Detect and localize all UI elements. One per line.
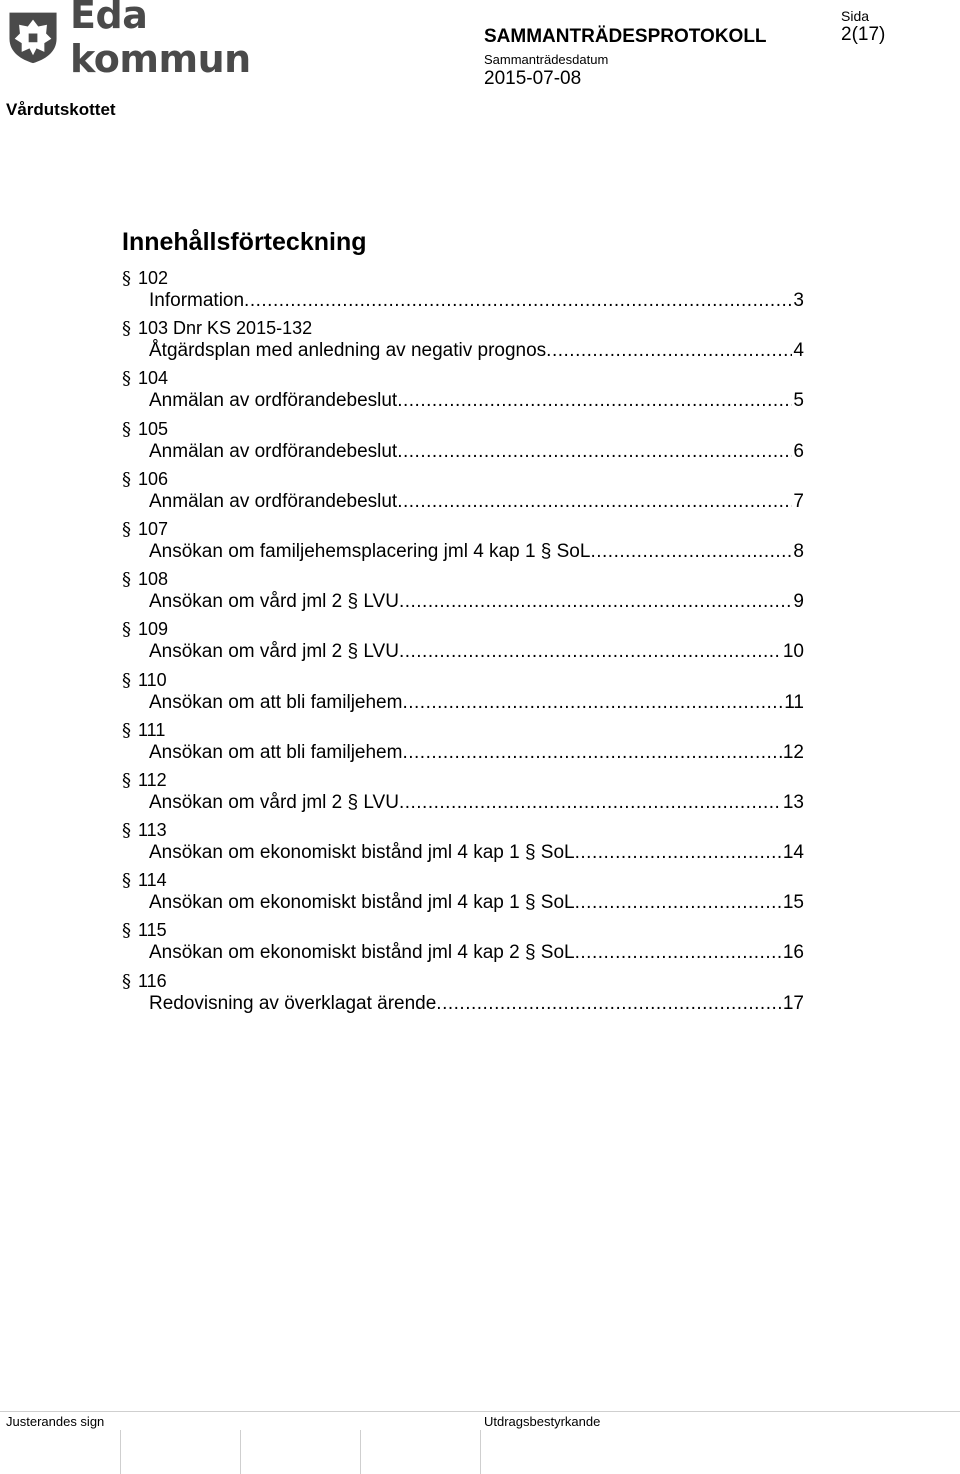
- toc-entry-number-text: 108: [138, 569, 169, 590]
- toc-dot-leader: [397, 388, 792, 414]
- toc-entry-line: [149, 589, 804, 615]
- section-sign-icon: §: [122, 318, 131, 340]
- toc-entry[interactable]: [122, 517, 804, 567]
- toc-entry-line: [149, 890, 804, 916]
- toc-entry-page: 7: [793, 490, 804, 512]
- signature-box-divider: [360, 1430, 361, 1474]
- toc-entry-title: Ansökan om vård jml 2 § LVU: [149, 641, 399, 663]
- toc-dot-leader: [575, 840, 782, 866]
- toc-entry-number-text: 114: [138, 870, 167, 891]
- toc-dot-leader: [436, 991, 782, 1017]
- toc-entry-line: [149, 940, 804, 966]
- toc-entry-line: [149, 288, 804, 314]
- toc-entry[interactable]: [122, 266, 804, 316]
- toc-entry-number-text: 105: [138, 418, 169, 439]
- toc-entry-page: 13: [782, 791, 804, 813]
- toc-entry[interactable]: [122, 818, 804, 868]
- toc-entry-number-text: 113: [138, 820, 167, 841]
- toc-entry[interactable]: [122, 868, 804, 918]
- toc-entry-line: [149, 439, 804, 465]
- toc-entry[interactable]: [122, 718, 804, 768]
- toc-entry-title: Ansökan om att bli familjehem: [149, 691, 403, 713]
- org-name: Eda kommun: [70, 0, 251, 81]
- toc-entry-number-text: 107: [138, 518, 169, 539]
- toc-entry-page: 17: [782, 992, 804, 1014]
- toc-entry-line: [149, 388, 804, 414]
- section-sign-icon: §: [122, 870, 131, 892]
- toc-heading: Innehållsförteckning: [122, 228, 367, 256]
- footer-certification-label: Utdragsbestyrkande: [484, 1414, 601, 1429]
- toc-entry[interactable]: [122, 969, 804, 1019]
- toc-entry-number-text: 104: [138, 368, 169, 389]
- toc-dot-leader: [244, 288, 792, 314]
- toc-entry-title: Ansökan om ekonomiskt bistånd jml 4 kap 1 § SoL: [149, 842, 575, 864]
- toc-entry-title: Ansökan om att bli familjehem: [149, 741, 403, 763]
- toc-entry[interactable]: [122, 417, 804, 467]
- committee-name: Vårdutskottet: [6, 100, 116, 119]
- toc-entry-title: Åtgärdsplan med anledning av negativ prognos: [149, 340, 547, 362]
- toc-entry-page: 6: [793, 440, 804, 462]
- page-label: Sida: [841, 8, 870, 24]
- toc-entry-title: Anmälan av ordförandebeslut: [149, 440, 398, 462]
- footer-signature-label: Justerandes sign: [6, 1414, 105, 1429]
- toc-entry-title: Ansökan om ekonomiskt bistånd jml 4 kap 2 § SoL: [149, 942, 575, 964]
- toc-entry-page: 16: [782, 942, 804, 964]
- toc-entry-line: [149, 539, 804, 565]
- toc-entry-line: [149, 790, 804, 816]
- toc-entry-number-text: 109: [138, 619, 169, 640]
- toc-entry-line: [149, 991, 804, 1017]
- fortress-shield-icon: [6, 5, 60, 69]
- page-number: 2(17): [841, 24, 886, 45]
- toc-dot-leader: [402, 740, 781, 766]
- section-sign-icon: §: [122, 518, 131, 540]
- toc-entry[interactable]: [122, 467, 804, 517]
- toc-entry[interactable]: [122, 316, 804, 366]
- toc-entry-title: Anmälan av ordförandebeslut: [149, 490, 398, 512]
- section-sign-icon: §: [122, 719, 131, 741]
- signature-box-divider: [240, 1430, 241, 1474]
- toc-dot-leader: [397, 489, 792, 515]
- section-sign-icon: §: [122, 920, 131, 942]
- org-logo: [6, 0, 306, 81]
- meeting-date-label: Sammanträdesdatum: [484, 52, 609, 67]
- toc-entry-page: 15: [782, 892, 804, 914]
- toc-entry-number-text: 103 Dnr KS 2015-132: [138, 318, 313, 339]
- toc-entry-title: Information: [149, 290, 245, 311]
- toc-entry-number-text: 115: [138, 920, 167, 941]
- toc-dot-leader: [546, 338, 792, 364]
- toc-entry-title: Ansökan om familjehemsplacering jml 4 kap 1 § SoL: [149, 540, 591, 562]
- toc-dot-leader: [399, 639, 782, 665]
- toc-entry-page: 9: [793, 591, 804, 613]
- toc-entry-line: [149, 740, 804, 766]
- toc-entry-page: 12: [782, 741, 804, 763]
- toc-dot-leader: [590, 539, 792, 565]
- section-sign-icon: §: [122, 569, 131, 591]
- toc-entry-number-text: 112: [138, 769, 167, 790]
- toc-dot-leader: [397, 439, 792, 465]
- toc-entry-page: 8: [793, 540, 804, 562]
- toc-entry-title: Anmälan av ordförandebeslut: [149, 390, 398, 412]
- toc-entry[interactable]: [122, 617, 804, 667]
- toc-entry-line: [149, 690, 804, 716]
- toc-entry-title: Ansökan om vård jml 2 § LVU: [149, 791, 399, 813]
- toc-entry-page: 3: [793, 290, 804, 311]
- section-sign-icon: §: [122, 268, 131, 289]
- toc-entry-number-text: 106: [138, 468, 169, 489]
- footer-divider: [0, 1411, 960, 1412]
- table-of-contents: [122, 266, 804, 1019]
- section-sign-icon: §: [122, 468, 131, 490]
- toc-entry-page: 14: [782, 842, 804, 864]
- toc-dot-leader: [399, 589, 792, 615]
- toc-entry-title: Ansökan om ekonomiskt bistånd jml 4 kap 1 § SoL: [149, 892, 575, 914]
- toc-entry-number-text: 111: [138, 719, 166, 740]
- signature-box-divider: [120, 1430, 121, 1474]
- toc-entry-number-text: 102: [138, 268, 169, 288]
- toc-entry-number-text: 116: [138, 970, 167, 991]
- toc-entry[interactable]: [122, 567, 804, 617]
- toc-entry-page: 10: [782, 641, 804, 663]
- toc-dot-leader: [575, 940, 782, 966]
- section-sign-icon: §: [122, 820, 131, 842]
- toc-dot-leader: [399, 790, 782, 816]
- section-sign-icon: §: [122, 619, 131, 641]
- toc-entry[interactable]: [122, 768, 804, 818]
- section-sign-icon: §: [122, 970, 131, 992]
- toc-entry[interactable]: [122, 668, 804, 718]
- toc-entry-number-text: 110: [138, 669, 167, 690]
- toc-entry-title: Ansökan om vård jml 2 § LVU: [149, 591, 399, 613]
- toc-entry-page: 5: [793, 390, 804, 412]
- toc-entry[interactable]: [122, 918, 804, 968]
- toc-entry-line: [149, 639, 804, 665]
- toc-dot-leader: [402, 690, 783, 716]
- section-sign-icon: §: [122, 418, 131, 440]
- toc-entry-line: [149, 338, 804, 364]
- section-sign-icon: §: [122, 769, 131, 791]
- meeting-date-value: 2015-07-08: [484, 68, 582, 89]
- toc-entry-line: [149, 840, 804, 866]
- toc-entry-title: Redovisning av överklagat ärende: [149, 992, 437, 1014]
- toc-entry-page: 4: [793, 340, 804, 362]
- document-title: SAMMANTRÄDESPROTOKOLL: [484, 26, 767, 47]
- section-sign-icon: §: [122, 669, 131, 691]
- section-sign-icon: §: [122, 368, 131, 390]
- signature-box-divider: [480, 1430, 481, 1474]
- toc-entry-page: 11: [784, 691, 804, 713]
- toc-entry-line: [149, 489, 804, 515]
- toc-dot-leader: [575, 890, 782, 916]
- toc-entry[interactable]: [122, 366, 804, 416]
